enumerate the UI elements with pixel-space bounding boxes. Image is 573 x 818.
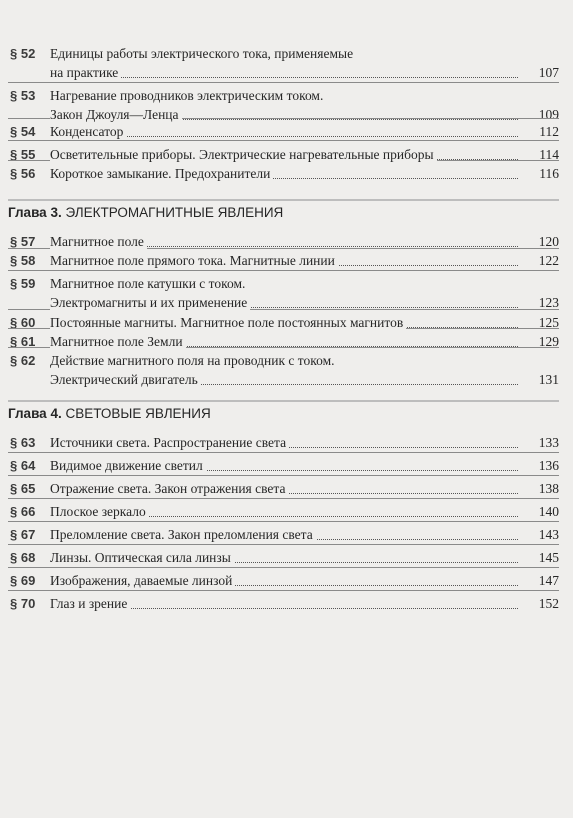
- page-number: 133: [538, 435, 559, 450]
- row-divider: [8, 452, 559, 453]
- section-title-line: Магнитное поле: [50, 232, 573, 251]
- page-number: 123: [538, 295, 559, 310]
- page-number: 140: [538, 504, 559, 519]
- section-title-line: Магнитное поле Земли: [50, 332, 573, 351]
- row-divider: [8, 140, 559, 141]
- section-title-line: Электромагниты и их применение: [50, 293, 573, 312]
- section-number: § 58: [10, 253, 36, 268]
- page-number: 145: [538, 550, 559, 565]
- section-number: § 63: [10, 435, 36, 450]
- row-divider: [8, 590, 559, 591]
- section-title-line: Единицы работы электрического тока, применяемые: [50, 44, 573, 63]
- page-number: 125: [538, 315, 559, 330]
- page-number: 138: [538, 481, 559, 496]
- section-title-line: Изображения, даваемые линзой: [50, 571, 573, 590]
- section-title-line: Постоянные магниты. Магнитное поле постоянных магнитов: [50, 313, 573, 332]
- section-title-line: Магнитное поле катушки с током.: [50, 274, 573, 293]
- page-number: 120: [538, 234, 559, 249]
- section-number: § 64: [10, 458, 36, 473]
- section-number: § 70: [10, 596, 36, 611]
- section-title-line: Осветительные приборы. Электрические нагревательные приборы: [50, 145, 573, 164]
- section-number: § 57: [10, 234, 36, 249]
- section-number: § 52: [10, 46, 36, 61]
- page-number: 114: [539, 147, 559, 162]
- section-title-line: Видимое движение светил: [50, 456, 573, 475]
- section-title-line: Закон Джоуля—Ленца: [50, 105, 573, 124]
- section-number: § 59: [10, 276, 36, 291]
- page-number: 109: [538, 107, 559, 122]
- row-divider: [8, 82, 559, 83]
- section-number: § 53: [10, 88, 36, 103]
- section-title-line: Действие магнитного поля на проводник с током.: [50, 351, 573, 370]
- section-title-line: Конденсатор: [50, 122, 573, 141]
- chapter-3-heading: [8, 203, 559, 223]
- chapter-3-label: Глава 3.: [8, 205, 62, 220]
- section-title-line: Короткое замыкание. Предохранители: [50, 164, 573, 183]
- page-number: 129: [538, 334, 559, 349]
- section-number: § 68: [10, 550, 36, 565]
- chapter-divider: [8, 199, 559, 201]
- row-divider: [8, 270, 559, 271]
- row-divider: [8, 475, 559, 476]
- chapter-4-label: Глава 4.: [8, 406, 62, 421]
- page-number: 122: [538, 253, 559, 268]
- section-number: § 54: [10, 124, 36, 139]
- section-number: § 67: [10, 527, 36, 542]
- row-divider: [8, 498, 559, 499]
- section-number: § 65: [10, 481, 36, 496]
- section-number: § 62: [10, 353, 36, 368]
- page-number: 143: [538, 527, 559, 542]
- section-title-line: Отражение света. Закон отражения света: [50, 479, 573, 498]
- section-number: § 55: [10, 147, 36, 162]
- page-number: 107: [538, 65, 559, 80]
- row-divider: [8, 521, 559, 522]
- row-divider: [8, 567, 559, 568]
- chapter-divider: [8, 400, 559, 402]
- page-number: 136: [538, 458, 559, 473]
- chapter-4-heading: [8, 404, 559, 424]
- page-number: 147: [538, 573, 559, 588]
- section-title-line: Линзы. Оптическая сила линзы: [50, 548, 573, 567]
- section-title-line: Магнитное поле прямого тока. Магнитные линии: [50, 251, 573, 270]
- page-number: 112: [539, 124, 559, 139]
- section-number: § 66: [10, 504, 36, 519]
- page-number: 131: [538, 372, 559, 387]
- section-title-line: Нагревание проводников электрическим током.: [50, 86, 573, 105]
- section-number: § 69: [10, 573, 36, 588]
- chapter-4-title: СВЕТОВЫЕ ЯВЛЕНИЯ: [65, 406, 211, 421]
- section-title-line: на практике: [50, 63, 573, 82]
- page-number: 116: [539, 166, 559, 181]
- section-title-line: Преломление света. Закон преломления света: [50, 525, 573, 544]
- row-divider: [8, 544, 559, 545]
- section-title-line: Плоское зеркало: [50, 502, 573, 521]
- section-title-line: Источники света. Распространение света: [50, 433, 573, 452]
- section-title-line: Глаз и зрение: [50, 594, 573, 613]
- section-title-line: Электрический двигатель: [50, 370, 573, 389]
- section-number: § 56: [10, 166, 36, 181]
- chapter-3-title: ЭЛЕКТРОМАГНИТНЫЕ ЯВЛЕНИЯ: [65, 205, 284, 220]
- section-number: § 60: [10, 315, 36, 330]
- page-number: 152: [538, 596, 559, 611]
- section-number: § 61: [10, 334, 36, 349]
